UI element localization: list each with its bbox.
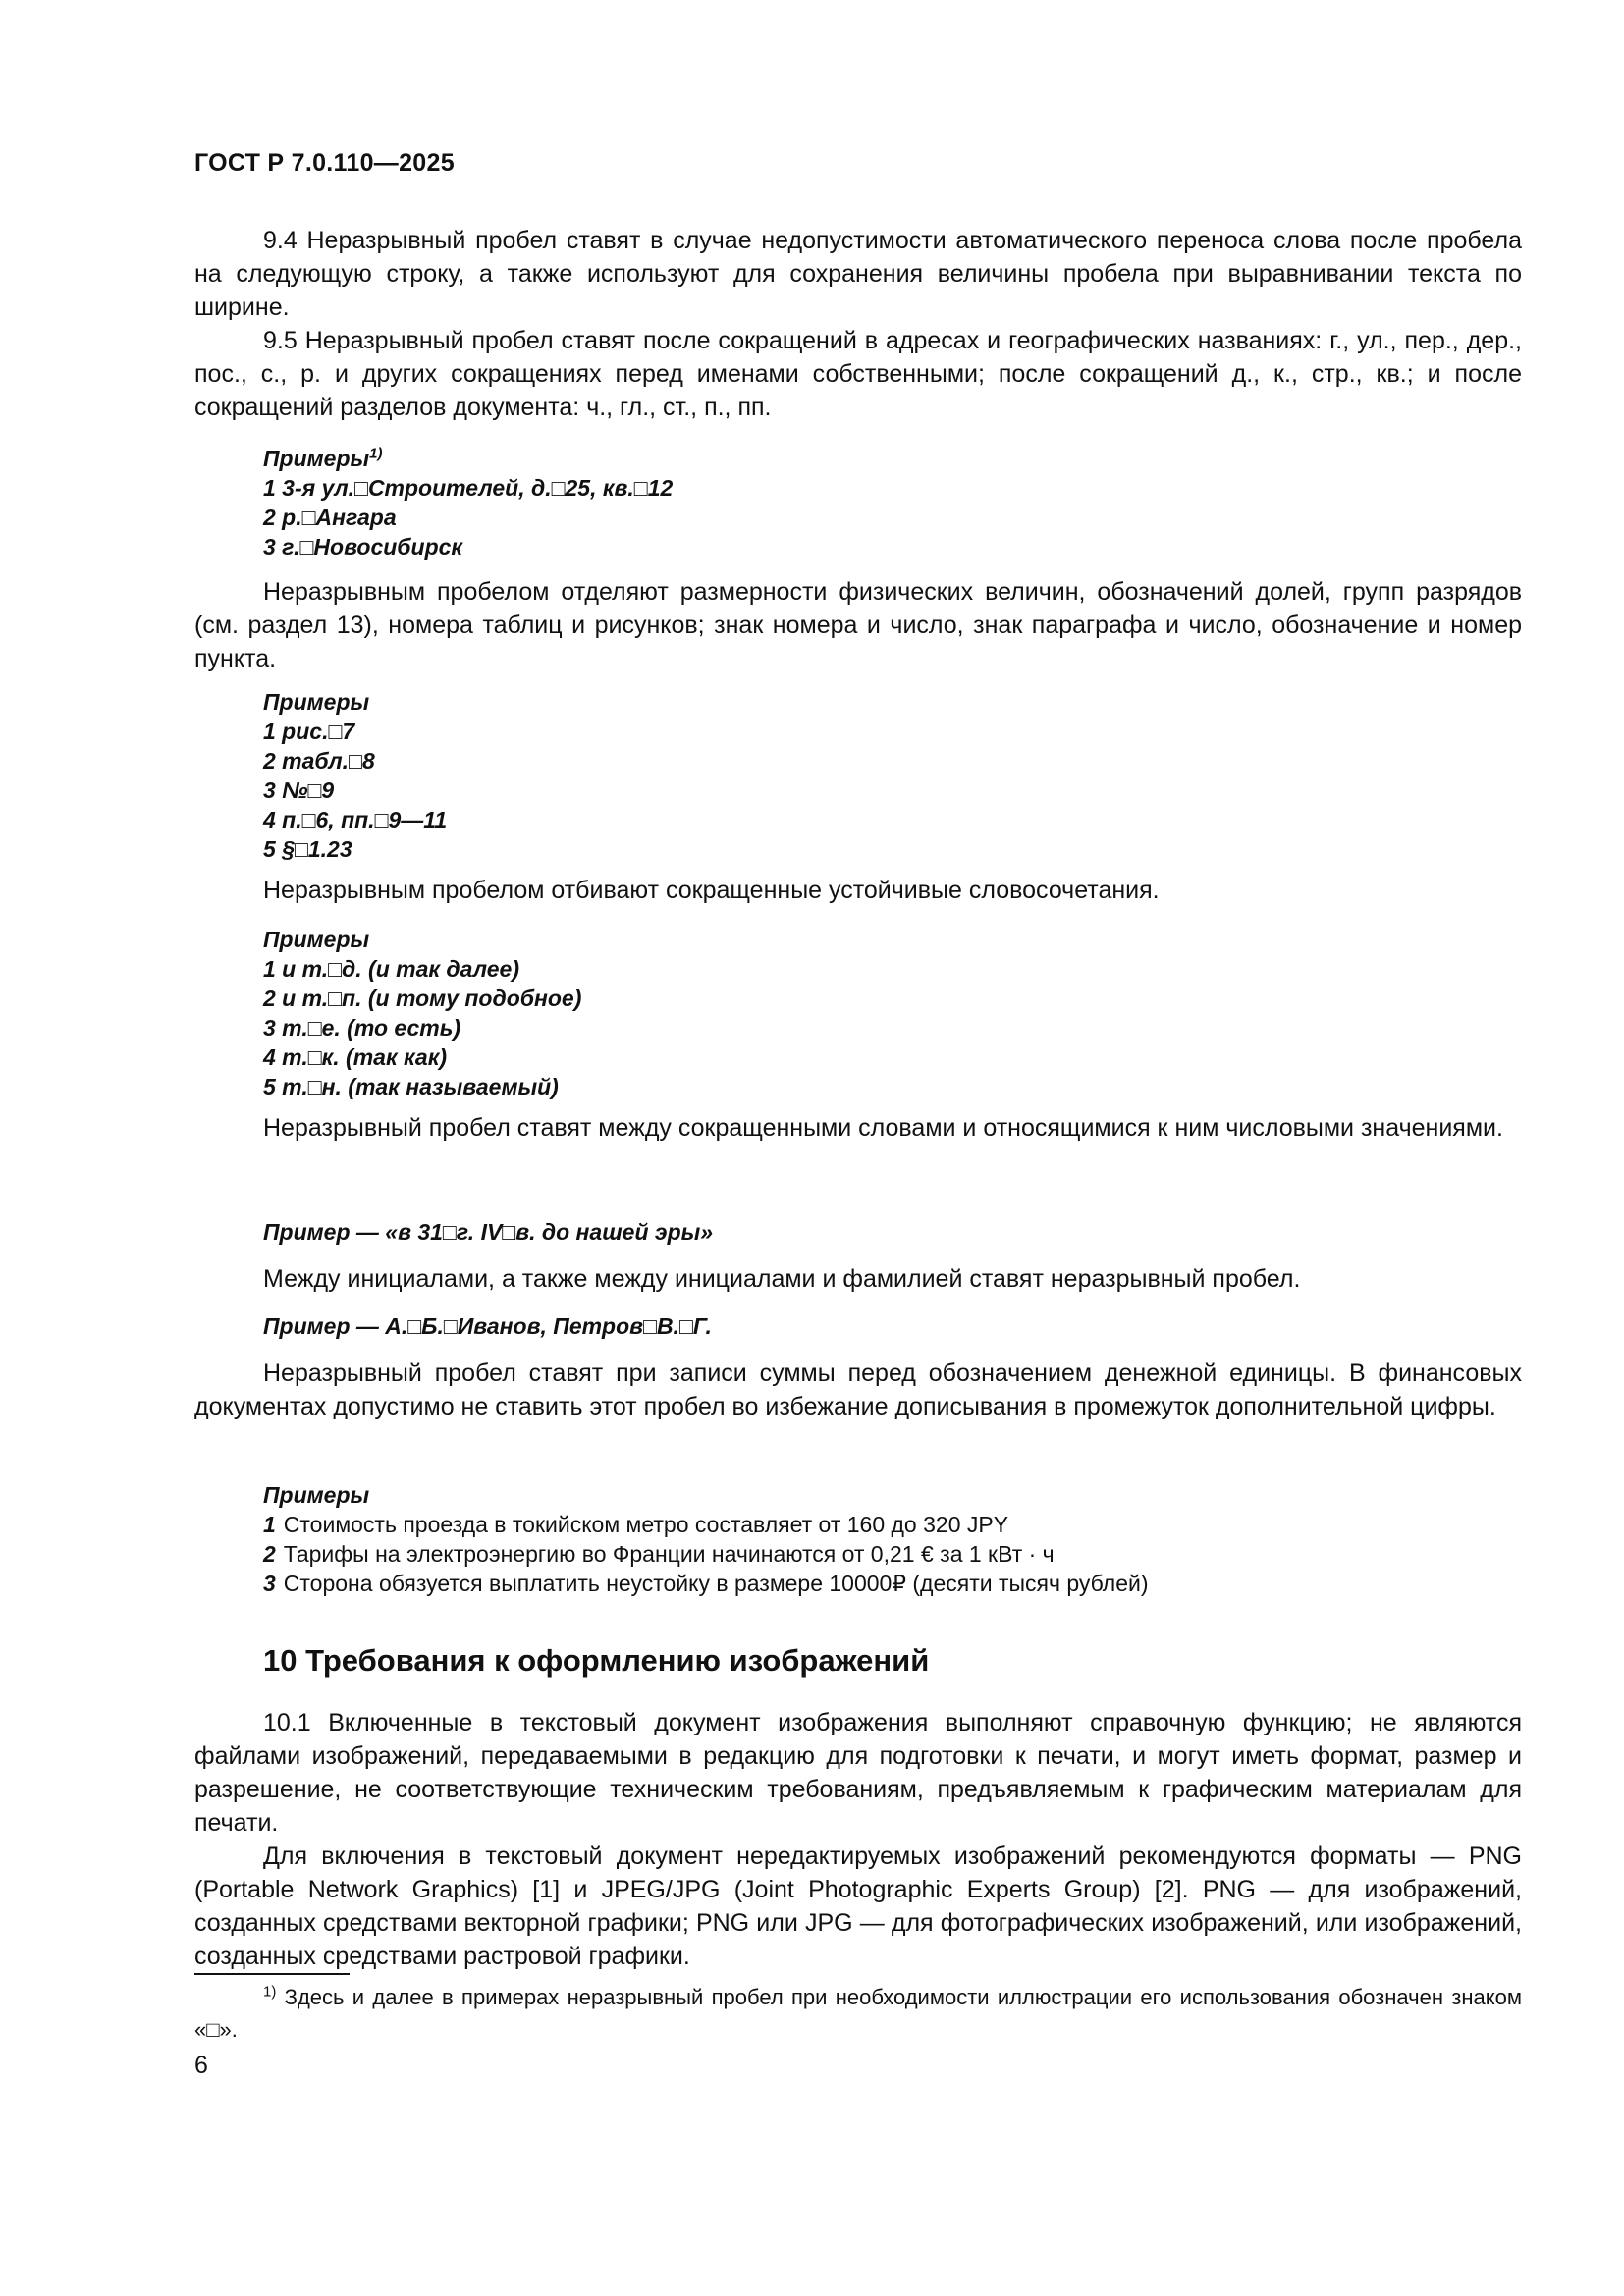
list-item: 2 Тарифы на электроэнергию во Франции начинаются от 0,21 € за 1 кВт · ч xyxy=(263,1541,1055,1567)
footnote-mark: 1) xyxy=(369,445,383,462)
paragraph-10-1: 10.1 Включенные в текстовый документ изображения выполняют справочную функцию; не являются файлами изображений, передаваемыми в редакцию для подготовки к печати, и могут иметь формат, размер и разрешение, не соответствующие техническим требованиям, предъявляемым к графическим материалам для печати. xyxy=(194,1709,1522,1837)
example-initials xyxy=(194,1311,1522,1341)
paragraph-abbreviations: Неразрывным пробелом отбивают сокращенные устойчивые словосочетания. xyxy=(263,877,1160,904)
list-item: 1 рис.□7 xyxy=(263,719,355,744)
paragraph-numeric: Неразрывный пробел ставят между сокращенными словами и относящимися к ним числовыми значениями. xyxy=(263,1114,1503,1142)
paragraph-initials: Между инициалами, а также между инициалами и фамилией ставят неразрывный пробел. xyxy=(263,1265,1301,1293)
section-heading: 10 Требования к оформлению изображений xyxy=(263,1643,930,1678)
list-item: 1 3-я ул.□Строителей, д.□25, кв.□12 xyxy=(263,475,674,501)
list-item: 5 т.□н. (так называемый) xyxy=(263,1074,559,1099)
list-item: 3 г.□Новосибирск xyxy=(263,534,463,560)
examples-numbers xyxy=(194,687,1522,864)
list-item: 2 и т.□п. (и тому подобное) xyxy=(263,986,582,1011)
list-item: 4 т.□к. (так как) xyxy=(263,1044,448,1070)
list-item: 1 и т.□д. (и так далее) xyxy=(263,956,519,982)
paragraph-money: Неразрывный пробел ставят при записи суммы перед обозначением денежной единицы. В финансовых документах допустимо не ставить этот пробел во избежание дописывания в промежуток дополнительной цифры. xyxy=(194,1360,1522,1420)
example-line: Пример — А.□Б.□Иванов, Петров□В.□Г. xyxy=(263,1313,712,1339)
examples-money xyxy=(194,1480,1522,1598)
list-item: 3 Сторона обязуется выплатить неустойку в размере 10000₽ (десяти тысяч рублей) xyxy=(263,1571,1149,1596)
list-item: 3 №□9 xyxy=(263,777,335,803)
section-9-4 xyxy=(194,224,1522,424)
list-item: 3 т.□е. (то есть) xyxy=(263,1015,461,1041)
section-10-body xyxy=(194,1706,1522,1973)
example-line: Пример — «в 31□г. IV□в. до нашей эры» xyxy=(263,1219,714,1245)
paragraph-abbreviations-block xyxy=(194,874,1522,907)
paragraph-numeric-block xyxy=(194,1111,1522,1145)
paragraph-9-5: 9.5 Неразрывный пробел ставят после сокращений в адресах и географических названиях: г., ул., пер., дер., пос., с., р. и других сокращениях перед именами собственными; после сокращений д., к., стр., кв.; и после сокращений разделов документа: ч., гл., ст., п., пп. xyxy=(194,327,1522,421)
paragraph-dimensions: Неразрывным пробелом отделяют размерности физических величин, обозначений долей, групп разрядов (см. раздел 13), номера таблиц и рисунков; знак номера и число, знак параграфа и число, обозначение и номер пункта. xyxy=(194,578,1522,672)
paragraph-dimensions-block xyxy=(194,575,1522,675)
examples-abbreviations xyxy=(194,925,1522,1101)
paragraph-money-block xyxy=(194,1357,1522,1423)
list-item: 4 п.□6, пп.□9—11 xyxy=(263,807,448,832)
footnote-mark: 1) xyxy=(263,1983,277,2001)
examples-addresses xyxy=(194,444,1522,561)
footnote: $^{1)}$ Здесь и далее в примерах неразрывный пробел при необходимости иллюстрации его использования обозначен знаком «□». xyxy=(194,1983,1522,2042)
paragraph-initials-block xyxy=(194,1262,1522,1296)
example-era xyxy=(194,1217,1522,1247)
list-item: 2 р.□Ангара xyxy=(263,505,397,530)
examples-label: Примеры$^{1)}$ xyxy=(263,445,383,471)
paragraph-9-4: 9.4 Неразрывный пробел ставят в случае недопустимости автоматического переноса слова после пробела на следующую строку, а также используют для сохранения величины пробела при выравнивании текста по ширине. xyxy=(194,227,1522,321)
list-item: 2 табл.□8 xyxy=(263,748,375,774)
standard-code-header: ГОСТ Р 7.0.110—2025 xyxy=(194,149,455,177)
list-item: 1 Стоимость проезда в токийском метро составляет от 160 до 320 JPY xyxy=(263,1512,1009,1537)
examples-label: Примеры xyxy=(263,1482,370,1508)
examples-label: Примеры xyxy=(263,927,370,952)
paragraph-formats: Для включения в текстовый документ нередактируемых изображений рекомендуются форматы — PNG (Portable Network Graphics) [1] и JPEG/JPG (Joint Photographic Experts Group) [2]. PNG — для изображений, созданных средствами векторной графики; PNG или JPG — для фотографических изображений, или изображений, созданных средствами растровой графики. xyxy=(194,1842,1522,1970)
section-10-heading-block xyxy=(194,1641,1522,1681)
list-item: 5 §□1.23 xyxy=(263,836,352,862)
page-number: 6 xyxy=(194,2052,208,2079)
examples-label: Примеры xyxy=(263,689,370,715)
footnote-divider xyxy=(194,1973,350,1975)
